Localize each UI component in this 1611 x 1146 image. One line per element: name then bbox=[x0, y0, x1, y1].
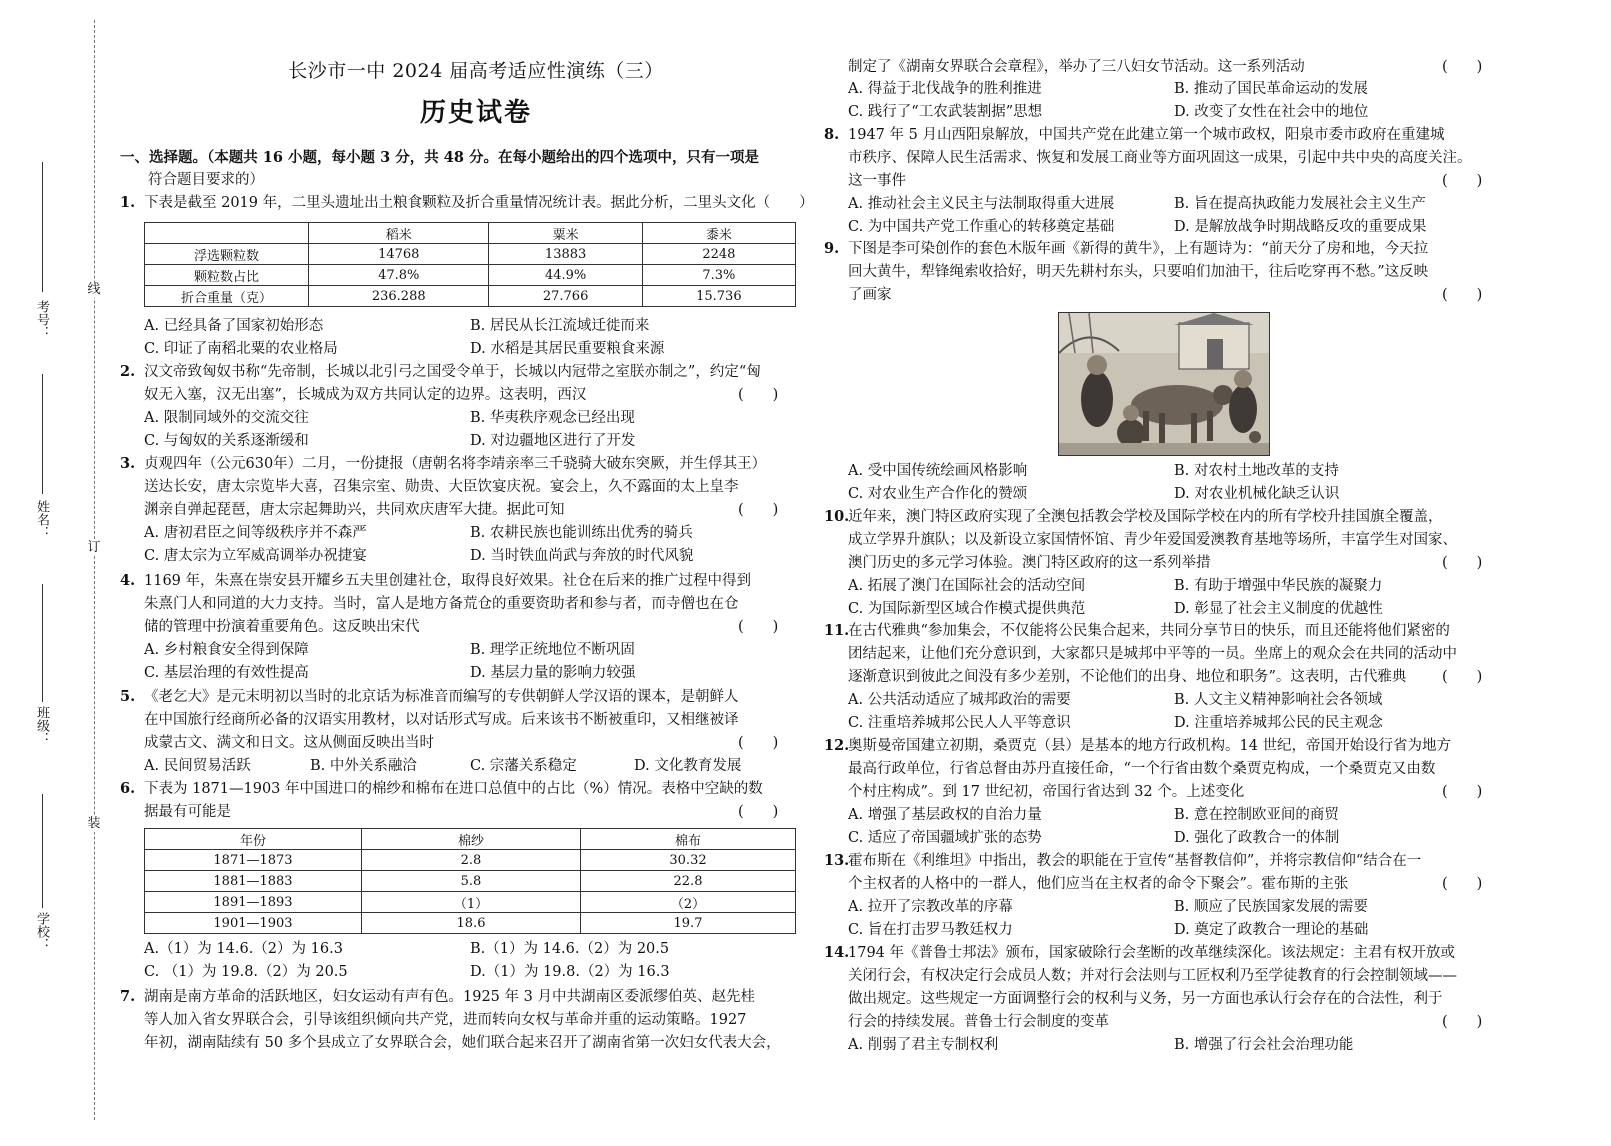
q8-number: 8. bbox=[824, 126, 840, 143]
q9-option-c[interactable]: C. 对农业生产合作化的赞颂 bbox=[848, 486, 1028, 502]
q7-option-d[interactable]: D. 改变了女性在社会中的地位 bbox=[1174, 104, 1369, 120]
q1-option-d[interactable]: D. 水稻是其居民重要粮食来源 bbox=[470, 341, 665, 357]
q3-line-3: 渊亲自弹起琵琶，唐太宗起舞助兴，共同欢庆唐军大捷。据此可知 bbox=[144, 502, 565, 518]
field-school[interactable]: 学校： bbox=[34, 912, 49, 951]
binding-line bbox=[94, 20, 95, 1120]
q2-option-a[interactable]: A. 限制同域外的交流交往 bbox=[144, 410, 309, 426]
q3-line-2: 送达长安，唐太宗览毕大喜，召集宗室、勋贵、大臣饮宴庆祝。宴会上，久不露面的太上皇李 bbox=[144, 479, 739, 495]
q8-answer-bracket[interactable]: ( ) bbox=[1442, 173, 1483, 189]
q4-number: 4. bbox=[120, 572, 136, 589]
q11-option-d[interactable]: D. 注重培养城邦公民的民主观念 bbox=[1174, 715, 1383, 731]
q14-answer-bracket[interactable]: ( ) bbox=[1442, 1014, 1483, 1030]
q12-option-b[interactable]: B. 意在控制欧亚间的商贸 bbox=[1174, 807, 1339, 823]
section-title: 一、选择题。（本题共 16 小题，每小题 3 分，共 48 分。在每小题给出的四个选项中，只有一项是 bbox=[120, 149, 759, 166]
q7-line-3: 年初，湖南陆续有 50 多个县成立了女界联合会，她们联合起来召开了湖南省第一次妇女代表大会， bbox=[144, 1035, 781, 1051]
q2-option-b[interactable]: B. 华夷秩序观念已经出现 bbox=[470, 410, 635, 426]
q12-line-1: 奥斯曼帝国建立初期，桑贾克（县）是基本的地方行政机构。14 世纪，帝国开始设行省为地方 bbox=[848, 738, 1452, 754]
q5-option-d[interactable]: D. 文化教育发展 bbox=[634, 758, 742, 774]
q5-answer-bracket[interactable]: ( ) bbox=[738, 735, 779, 751]
q1-option-b[interactable]: B. 居民从长江流域迁徙而来 bbox=[470, 318, 650, 334]
q12-line-2: 最高行政单位，行省总督由苏丹直接任命，“一个行省由数个桑贾克构成，一个桑贾克又由数 bbox=[848, 761, 1436, 777]
q2-line-2: 奴无入塞，汉无出塞”，长城成为双方共同认定的边界。这表明，西汉 bbox=[144, 387, 587, 403]
q11-number: 11. bbox=[824, 622, 850, 639]
q4-option-b[interactable]: B. 理学正统地位不断巩固 bbox=[470, 642, 635, 658]
q14-number: 14. bbox=[824, 944, 850, 961]
q4-line-3: 储的管理中扮演着重要角色。这反映出宋代 bbox=[144, 619, 420, 635]
q13-option-d[interactable]: D. 奠定了政教合一理论的基础 bbox=[1174, 922, 1369, 938]
q10-line-1: 近年来，澳门特区政府实现了全澳包括教会学校及国际学校在内的所有学校升挂国旗全覆盖， bbox=[848, 509, 1443, 525]
q7-option-b[interactable]: B. 推动了国民革命运动的发展 bbox=[1174, 81, 1368, 97]
q4-line-2: 朱熹门人和同道的大力支持。当时，富人是地方备荒仓的重要资助者和参与者，而寺僧也在仓 bbox=[144, 596, 739, 612]
q10-number: 10. bbox=[824, 508, 850, 525]
q10-line-3: 澳门历史的多元学习体验。澳门特区政府的这一系列举措 bbox=[848, 555, 1211, 571]
q3-answer-bracket[interactable]: ( ) bbox=[738, 502, 779, 518]
q12-option-a[interactable]: A. 增强了基层政权的自治力量 bbox=[848, 807, 1042, 823]
section-title-cont: 符合题目要求的） bbox=[148, 172, 264, 188]
q1-option-c[interactable]: C. 印证了南稻北粟的农业格局 bbox=[144, 341, 338, 357]
q2-line-1: 汉文帝致匈奴书称“先帝制，长城以北引弓之国受令单于，长城以内冠带之室朕亦制之”，约定“匈 bbox=[144, 364, 761, 380]
field-school-line bbox=[32, 790, 52, 908]
q10-answer-bracket[interactable]: ( ) bbox=[1442, 555, 1483, 571]
q5-line-1: 《老乞大》是元末明初以当时的北京话为标准音而编写的专供朝鲜人学汉语的课本，是朝鲜人 bbox=[144, 689, 739, 705]
q9-option-b[interactable]: B. 对农村土地改革的支持 bbox=[1174, 463, 1339, 479]
q11-option-c[interactable]: C. 注重培养城邦公民人人平等意识 bbox=[848, 715, 1071, 731]
q8-option-b[interactable]: B. 旨在提高执政能力发展社会主义生产 bbox=[1174, 196, 1426, 212]
q14-option-b[interactable]: B. 增强了行会社会治理功能 bbox=[1174, 1037, 1354, 1053]
q14-option-a[interactable]: A. 削弱了君主专制权利 bbox=[848, 1037, 999, 1053]
q2-answer-bracket[interactable]: ( ) bbox=[738, 387, 779, 403]
q2-option-d[interactable]: D. 对边疆地区进行了开发 bbox=[470, 433, 636, 449]
q11-answer-bracket[interactable]: ( ) bbox=[1442, 669, 1483, 685]
q7-line-2: 等人加入省女界联合会，引导该组织倾向共产党，进而转向女权与革命并重的运动策略。1927 bbox=[144, 1012, 747, 1028]
q13-option-b[interactable]: B. 顺应了民族国家发展的需要 bbox=[1174, 899, 1368, 915]
q5-line-3: 成蒙古文、满文和日文。这从侧面反映出当时 bbox=[144, 735, 434, 751]
q6-option-d[interactable]: D.（1）为 19.8.（2）为 16.3 bbox=[470, 964, 670, 980]
q6-table: 年份 棉纱 棉布 1871—1873 2.8 30.32 1881—1883 5.8 22.8 1891—1893 （1） （2） 1901—1903 18.6 19.7 bbox=[144, 828, 796, 934]
q4-option-c[interactable]: C. 基层治理的有效性提高 bbox=[144, 665, 309, 681]
q6-line-2: 据最有可能是 bbox=[144, 804, 231, 820]
q2-option-c[interactable]: C. 与匈奴的关系逐渐缓和 bbox=[144, 433, 309, 449]
field-name[interactable]: 姓名： bbox=[34, 500, 49, 539]
binding-word-xian: 线 bbox=[87, 282, 101, 297]
binding-word-zhuang: 装 bbox=[87, 816, 101, 831]
q6-option-a[interactable]: A.（1）为 14.6.（2）为 16.3 bbox=[144, 941, 343, 957]
exam-title: 长沙市一中 2024 届高考适应性演练（三） bbox=[288, 60, 664, 82]
q11-option-b[interactable]: B. 人文主义精神影响社会各领域 bbox=[1174, 692, 1383, 708]
q8-option-c[interactable]: C. 为中国共产党工作重心的转移奠定基础 bbox=[848, 219, 1115, 235]
q6-answer-bracket[interactable]: ( ) bbox=[738, 804, 779, 820]
q12-line-3: 个村庄构成”。到 17 世纪初，帝国行省达到 32 个。上述变化 bbox=[848, 784, 1245, 800]
q5-option-c[interactable]: C. 宗藩关系稳定 bbox=[470, 758, 577, 774]
q4-option-a[interactable]: A. 乡村粮食安全得到保障 bbox=[144, 642, 309, 658]
q6-line-1: 下表为 1871—1903 年中国进口的棉纱和棉布在进口总值中的占比（%）情况。表格中空缺的数 bbox=[144, 781, 763, 797]
q10-option-c[interactable]: C. 为国际新型区域合作模式提供典范 bbox=[848, 601, 1086, 617]
field-class-line bbox=[32, 580, 52, 702]
q13-line-2: 个主权者的人格中的一群人，他们应当在主权者的命令下聚会”。霍布斯的主张 bbox=[848, 876, 1349, 892]
q7-answer-bracket[interactable]: ( ) bbox=[1442, 59, 1483, 75]
q13-number: 13. bbox=[824, 852, 850, 869]
q3-option-b[interactable]: B. 农耕民族也能训练出优秀的骑兵 bbox=[470, 525, 693, 541]
q10-option-b[interactable]: B. 有助于增强中华民族的凝聚力 bbox=[1174, 578, 1383, 594]
q11-option-a[interactable]: A. 公共活动适应了城邦政治的需要 bbox=[848, 692, 1071, 708]
q13-line-1: 霍布斯在《利维坦》中指出，教会的职能在于宣传“基督教信仰”，并将宗教信仰“结合在一 bbox=[848, 853, 1422, 869]
woodblock-print-illustration bbox=[1059, 313, 1269, 455]
binding-word-ding: 订 bbox=[87, 540, 101, 555]
q12-number: 12. bbox=[824, 737, 850, 754]
q3-line-1: 贞观四年（公元630年）二月，一份捷报（唐朝名将李靖亲率三千骁骑大破东突厥，并生俘其王） bbox=[144, 456, 767, 472]
q9-number: 9. bbox=[824, 240, 840, 257]
q10-line-2: 成立学界升旗队；以及新设立家国情怀馆、青少年爱国爱澳教育基地等场所，丰富学生对国家、 bbox=[848, 532, 1457, 548]
q8-line-3: 这一事件 bbox=[848, 173, 906, 189]
q12-answer-bracket[interactable]: ( ) bbox=[1442, 784, 1483, 800]
q11-line-3: 逐渐意识到彼此之间没有多少差别，不论他们的出身、地位和职务”。这表明，古代雅典 bbox=[848, 669, 1407, 685]
q5-number: 5. bbox=[120, 688, 136, 705]
woodblock-print-image bbox=[1058, 312, 1270, 456]
q1-option-a[interactable]: A. 已经具备了国家初始形态 bbox=[144, 318, 324, 334]
q10-option-a[interactable]: A. 拓展了澳门在国际社会的活动空间 bbox=[848, 578, 1086, 594]
q6-number: 6. bbox=[120, 780, 136, 797]
q9-line-3: 了画家 bbox=[848, 287, 892, 303]
q7-line-4: 制定了《湖南女界联合会章程》，举办了三八妇女节活动。这一系列活动 bbox=[848, 59, 1305, 75]
q13-answer-bracket[interactable]: ( ) bbox=[1442, 876, 1483, 892]
q8-line-1: 1947 年 5 月山西阳泉解放，中国共产党在此建立第一个城市政权，阳泉市委市政府在重建城 bbox=[848, 127, 1445, 143]
q14-line-1: 1794 年《普鲁士邦法》颁布，国家破除行会垄断的改革继续深化。该法规定：主君有权开放或 bbox=[848, 945, 1456, 961]
q12-option-d[interactable]: D. 强化了政教合一的体制 bbox=[1174, 830, 1340, 846]
q10-option-d[interactable]: D. 彰显了社会主义制度的优越性 bbox=[1174, 601, 1383, 617]
field-name-line bbox=[32, 370, 52, 494]
field-exam-number[interactable]: 考号： bbox=[34, 300, 49, 339]
q12-option-c[interactable]: C. 适应了帝国疆域扩张的态势 bbox=[848, 830, 1042, 846]
q1-number: 1. bbox=[120, 194, 136, 211]
q14-line-3: 做出规定。这些规定一方面调整行会的权利与义务，另一方面也承认行会存在的合法性，利于 bbox=[848, 991, 1443, 1007]
q4-option-d[interactable]: D. 基层力量的影响力较强 bbox=[470, 665, 636, 681]
q2-number: 2. bbox=[120, 363, 136, 380]
q6-option-c[interactable]: C. （1）为 19.8.（2）为 20.5 bbox=[144, 964, 348, 980]
q8-option-a[interactable]: A. 推动社会主义民主与法制取得重大进展 bbox=[848, 196, 1115, 212]
q4-answer-bracket[interactable]: ( ) bbox=[738, 619, 779, 635]
q5-line-2: 在中国旅行经商所必备的汉语实用教材，以对话形式写成。后来该书不断被重印，又相继被译 bbox=[144, 712, 739, 728]
q6-option-b[interactable]: B.（1）为 14.6.（2）为 20.5 bbox=[470, 941, 670, 957]
q3-option-c[interactable]: C. 唐太宗为立军威高调举办祝捷宴 bbox=[144, 548, 367, 564]
q5-option-b[interactable]: B. 中外关系融洽 bbox=[310, 758, 417, 774]
q7-line-1: 湖南是南方革命的活跃地区，妇女运动有声有色。1925 年 3 月中共湖南区委派缪伯英、赵先桂 bbox=[144, 989, 755, 1005]
q13-option-a[interactable]: A. 拉开了宗教改革的序幕 bbox=[848, 899, 1013, 915]
q9-option-a[interactable]: A. 受中国传统绘画风格影响 bbox=[848, 463, 1028, 479]
binding-margin bbox=[0, 0, 110, 1146]
q5-option-a[interactable]: A. 民间贸易活跃 bbox=[144, 758, 251, 774]
q13-option-c[interactable]: C. 旨在打击罗马教廷权力 bbox=[848, 922, 1013, 938]
q14-line-2: 关闭行会，有权决定行会成员人数；并对行会法则与工匠权利乃至学徒教育的行会控制领域—— bbox=[848, 968, 1457, 984]
q11-line-1: 在古代雅典“参加集会，不仅能将公民集合起来，共同分享节日的快乐，而且还能将他们紧密的 bbox=[848, 623, 1450, 639]
q3-number: 3. bbox=[120, 455, 136, 472]
q3-option-d[interactable]: D. 当时铁血尚武与奔放的时代风貌 bbox=[470, 548, 694, 564]
field-exam-number-line bbox=[32, 158, 52, 292]
q9-line-1: 下图是李可染创作的套色木版年画《新得的黄牛》，上有题诗为：“前天分了房和地，今天拉 bbox=[848, 241, 1429, 257]
field-class[interactable]: 班级： bbox=[34, 706, 49, 745]
subject-title: 历史试卷 bbox=[419, 98, 532, 128]
q7-option-c[interactable]: C. 践行了“工农武装割据”思想 bbox=[848, 104, 1043, 120]
q9-line-2: 回大黄牛，犁锋绳索收拾好，明天先耕村东头，只要咱们加油干，往后吃穿再不愁。”这反映 bbox=[848, 264, 1429, 280]
q9-answer-bracket[interactable]: ( ) bbox=[1442, 287, 1483, 303]
q7-option-a[interactable]: A. 得益于北伐战争的胜利推进 bbox=[848, 81, 1042, 97]
q8-line-2: 市秩序、保障人民生活需求、恢复和发展工商业等方面巩固这一成果，引起中共中央的高度关注。 bbox=[848, 150, 1472, 166]
q1-text: 下表是截至 2019 年，二里头遗址出土粮食颗粒及折合重量情况统计表。据此分析，二里头文化（ ） bbox=[144, 195, 814, 211]
q3-option-a[interactable]: A. 唐初君臣之间等级秩序并不森严 bbox=[144, 525, 367, 541]
q7-number: 7. bbox=[120, 988, 136, 1005]
q1-table: 稻米 粟米 黍米 浮选颗粒数 14768 13883 2248 颗粒数占比 47.8% 44.9% 7.3% 折合重量（克） 236.288 27.766 15.736 bbox=[144, 222, 796, 307]
q9-option-d[interactable]: D. 对农业机械化缺乏认识 bbox=[1174, 486, 1340, 502]
q8-option-d[interactable]: D. 是解放战争时期战略反攻的重要成果 bbox=[1174, 219, 1427, 235]
q14-line-4: 行会的持续发展。普鲁士行会制度的变革 bbox=[848, 1014, 1109, 1030]
q11-line-2: 团结起来，让他们充分意识到，大家都只是城邦中平等的一员。坐席上的观众会在共同的活动中 bbox=[848, 646, 1457, 662]
q4-line-1: 1169 年，朱熹在崇安县开耀乡五夫里创建社仓，取得良好效果。社仓在后来的推广过程中得到 bbox=[144, 573, 752, 589]
